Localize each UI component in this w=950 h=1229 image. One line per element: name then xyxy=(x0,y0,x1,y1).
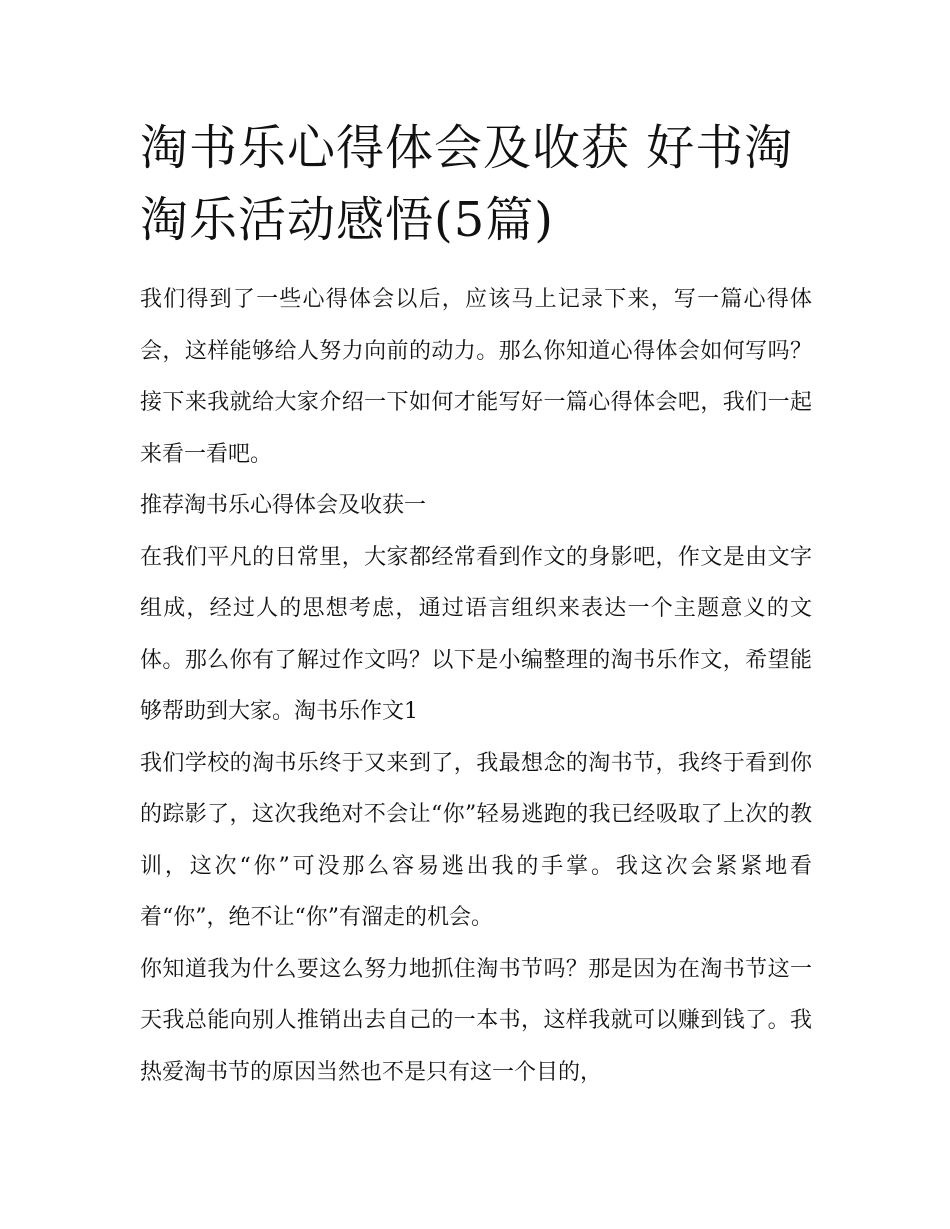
intro-paragraph: 我们得到了一些心得体会以后，应该马上记录下来，写一篇心得体会，这样能够给人努力向前的动力。那么你知道心得体会如何写吗？接下来我就给大家介绍一下如何才能写好一篇心得体会吧，我们一起来看一看吧。 xyxy=(140,287,812,467)
body-paragraph: 在我们平凡的日常里，大家都经常看到作文的身影吧，作文是由文字组成，经过人的思想考虑，通过语言组织来表达一个主题意义的文体。那么你有了解过作文吗？以下是小编整理的淘书乐作文，希望能够帮助到大家。淘书乐作文1 xyxy=(140,544,812,724)
document-body xyxy=(140,112,812,1098)
section-heading: 推荐淘书乐心得体会及收获一 xyxy=(140,493,427,518)
body-paragraph: 我们学校的淘书乐终于又来到了，我最想念的淘书节，我终于看到你的踪影了，这次我绝对不会让“你”轻易逃跑的我已经吸取了上次的教训，这次“你”可没那么容易逃出我的手掌。我这次会紧紧地看着“你”，绝不让“你”有溜走的机会。 xyxy=(140,750,812,930)
document-title: 淘书乐心得体会及收获 好书淘淘乐活动感悟(5篇) xyxy=(140,120,794,248)
body-paragraph: 你知道我为什么要这么努力地抓住淘书节吗？那是因为在淘书节这一天我总能向别人推销出去自己的一本书，这样我就可以赚到钱了。我热爱淘书节的原因当然也不是只有这一个目的， xyxy=(140,956,812,1085)
